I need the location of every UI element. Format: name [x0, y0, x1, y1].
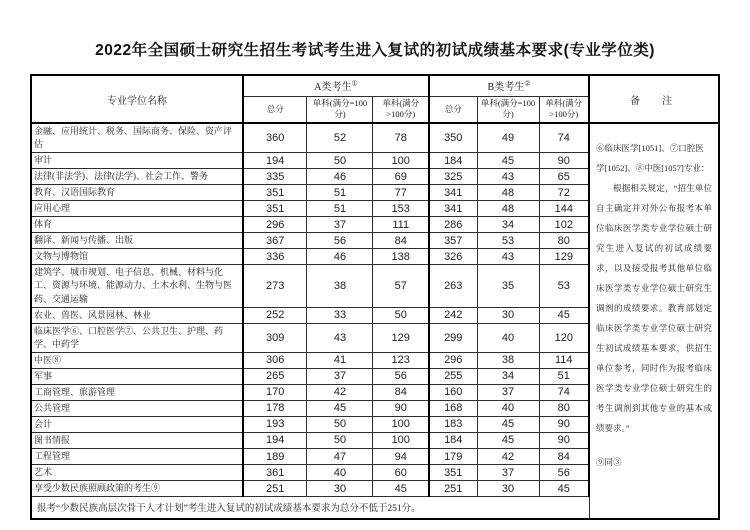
degree-name-cell: 金融、应用统计、税务、国际商务、保险、资产评估 — [31, 123, 243, 153]
score-cell: 138 — [373, 249, 429, 265]
score-cell: 123 — [373, 352, 429, 368]
score-cell: 360 — [243, 123, 307, 153]
score-cell: 45 — [477, 432, 539, 448]
degree-name-cell: 艺术 — [31, 465, 243, 481]
header-a-total: 总分 — [243, 96, 307, 123]
score-cell: 51 — [307, 185, 373, 201]
score-cell: 273 — [243, 265, 307, 307]
score-cell: 34 — [477, 368, 539, 384]
score-cell: 45 — [307, 400, 373, 416]
score-cell: 48 — [477, 201, 539, 217]
score-cell: 50 — [307, 153, 373, 169]
score-cell: 45 — [373, 481, 429, 497]
score-cell: 60 — [373, 465, 429, 481]
score-cell: 37 — [307, 217, 373, 233]
remark-intro: ⑥临床医学[1051]、⑦口腔医学[1052]、⑧中医[1057]专业： — [596, 143, 710, 173]
degree-name-cell: 翻译、新闻与传播、出版 — [31, 233, 243, 249]
score-cell: 56 — [539, 465, 589, 481]
degree-name-cell: 农业、兽医、风景园林、林业 — [31, 307, 243, 323]
score-cell: 34 — [477, 217, 539, 233]
score-cell: 56 — [373, 368, 429, 384]
score-cell: 47 — [307, 448, 373, 464]
score-cell: 160 — [429, 384, 477, 400]
score-cell: 52 — [307, 123, 373, 153]
score-cell: 53 — [477, 233, 539, 249]
score-cell: 357 — [429, 233, 477, 249]
degree-name-cell: 会计 — [31, 416, 243, 432]
score-cell: 30 — [477, 307, 539, 323]
score-cell: 144 — [539, 201, 589, 217]
score-cell: 53 — [539, 265, 589, 307]
score-cell: 35 — [477, 265, 539, 307]
score-cell: 43 — [477, 249, 539, 265]
score-cell: 351 — [429, 465, 477, 481]
score-cell: 40 — [477, 400, 539, 416]
remark-content — [589, 123, 719, 519]
score-cell: 45 — [477, 416, 539, 432]
score-cell: 168 — [429, 400, 477, 416]
score-cell: 50 — [373, 307, 429, 323]
score-cell: 72 — [539, 185, 589, 201]
score-cell: 90 — [539, 432, 589, 448]
score-cell: 38 — [307, 265, 373, 307]
score-cell: 50 — [307, 432, 373, 448]
score-cell: 37 — [307, 368, 373, 384]
score-cell: 46 — [307, 169, 373, 185]
degree-name-cell: 工商管理、旅游管理 — [31, 384, 243, 400]
score-cell: 326 — [429, 249, 477, 265]
score-cell: 341 — [429, 185, 477, 201]
header-a-single-gt100: 单科(满分>100分) — [373, 96, 429, 123]
score-cell: 102 — [539, 217, 589, 233]
score-cell: 129 — [539, 249, 589, 265]
score-cell: 84 — [373, 233, 429, 249]
header-group-b — [429, 75, 589, 96]
header-a-single-eq100: 单科(满分=100分) — [307, 96, 373, 123]
header-group-b-note: ② — [524, 79, 531, 88]
degree-name-cell: 教育、汉语国际教育 — [31, 185, 243, 201]
footnote-cell: 报考“少数民族高层次骨干人才计划”考生进入复试的初试成绩基本要求为总分不低于251分。 — [31, 497, 589, 519]
score-cell: 306 — [243, 352, 307, 368]
table-body — [31, 123, 719, 519]
score-cell: 184 — [429, 153, 477, 169]
score-cell: 45 — [539, 307, 589, 323]
page-title: 2022年全国硕士研究生招生考试考生进入复试的初试成绩基本要求(专业学位类) — [95, 42, 655, 59]
score-cell: 38 — [477, 352, 539, 368]
score-cell: 114 — [539, 352, 589, 368]
header-b-single-eq100: 单科(满分=100分) — [477, 96, 539, 123]
score-cell: 341 — [429, 201, 477, 217]
score-cell: 296 — [429, 352, 477, 368]
score-cell: 42 — [307, 384, 373, 400]
score-cell: 42 — [477, 448, 539, 464]
score-cell: 65 — [539, 169, 589, 185]
score-cell: 90 — [373, 400, 429, 416]
score-cell: 56 — [307, 233, 373, 249]
score-cell: 179 — [429, 448, 477, 464]
score-cell: 189 — [243, 448, 307, 464]
score-cell: 46 — [307, 249, 373, 265]
score-cell: 90 — [539, 153, 589, 169]
degree-name-cell: 图书情报 — [31, 432, 243, 448]
score-cell: 100 — [373, 416, 429, 432]
score-cell: 309 — [243, 323, 307, 352]
score-cell: 40 — [307, 465, 373, 481]
score-cell: 299 — [429, 323, 477, 352]
score-cell: 194 — [243, 432, 307, 448]
header-degree-name: 专业学位名称 — [31, 75, 243, 123]
score-cell: 74 — [539, 123, 589, 153]
header-b-single-gt100: 单科(满分>100分) — [539, 96, 589, 123]
score-cell: 30 — [477, 481, 539, 497]
score-cell: 361 — [243, 465, 307, 481]
score-cell: 111 — [373, 217, 429, 233]
score-cell: 49 — [477, 123, 539, 153]
score-cell: 153 — [373, 201, 429, 217]
score-cell: 43 — [477, 169, 539, 185]
score-cell: 194 — [243, 153, 307, 169]
score-cell: 350 — [429, 123, 477, 153]
degree-name-cell: 建筑学、城市规划、电子信息、机械、材料与化工、资源与环境、能源动力、土木水利、生物与医药、交通运输 — [31, 265, 243, 307]
score-cell: 255 — [429, 368, 477, 384]
remark-last-note: ⑨同③ — [596, 457, 622, 467]
degree-name-cell: 文物与博物馆 — [31, 249, 243, 265]
header-b-total: 总分 — [429, 96, 477, 123]
score-cell: 129 — [373, 323, 429, 352]
table-header — [31, 75, 719, 123]
header-group-a-label: A类考生 — [314, 82, 352, 94]
score-cell: 100 — [373, 153, 429, 169]
degree-name-cell: 军事 — [31, 368, 243, 384]
score-cell: 286 — [429, 217, 477, 233]
score-cell: 252 — [243, 307, 307, 323]
score-cell: 45 — [477, 153, 539, 169]
score-cell: 296 — [243, 217, 307, 233]
degree-name-cell: 中医⑧ — [31, 352, 243, 368]
score-cell: 78 — [373, 123, 429, 153]
score-cell: 48 — [477, 185, 539, 201]
degree-name-cell: 享受少数民族照顾政策的考生⑨ — [31, 481, 243, 497]
score-cell: 184 — [429, 432, 477, 448]
table-row — [31, 123, 719, 153]
score-cell: 50 — [307, 416, 373, 432]
score-cell: 178 — [243, 400, 307, 416]
score-cell: 80 — [539, 400, 589, 416]
score-cell: 90 — [539, 416, 589, 432]
score-cell: 120 — [539, 323, 589, 352]
score-cell: 242 — [429, 307, 477, 323]
degree-name-cell: 体育 — [31, 217, 243, 233]
score-cell: 51 — [539, 368, 589, 384]
score-requirements-table — [30, 74, 720, 520]
score-cell: 170 — [243, 384, 307, 400]
score-cell: 37 — [477, 384, 539, 400]
score-cell: 77 — [373, 185, 429, 201]
degree-name-cell: 临床医学⑥、口腔医学⑦、公共卫生、护理、药学、中药学 — [31, 323, 243, 352]
score-cell: 43 — [307, 323, 373, 352]
score-cell: 37 — [477, 465, 539, 481]
score-cell: 183 — [429, 416, 477, 432]
score-cell: 335 — [243, 169, 307, 185]
score-cell: 80 — [539, 233, 589, 249]
score-cell: 336 — [243, 249, 307, 265]
degree-name-cell: 法律(非法学)、法律(法学)、社会工作、警务 — [31, 169, 243, 185]
score-cell: 263 — [429, 265, 477, 307]
score-cell: 84 — [373, 384, 429, 400]
header-remark: 备 注 — [589, 75, 719, 123]
remark-body: 根据相关规定，“招生单位自主确定并对外公布报考本单位临床医学类专业学位硕士研究生进入复试的初试成绩要求，以及接受报考其他单位临床医学类专业学位硕士研究生调剂的成绩要求。教育部划定临床医学类专业学位硕士研究生初试成绩基本要求，供招生单位参考，同时作为报考临床医学类专业学位硕士研究生的考生调剂到其他专业的基本成绩要求。” — [596, 183, 713, 433]
score-cell: 57 — [373, 265, 429, 307]
score-cell: 351 — [243, 201, 307, 217]
degree-name-cell: 审计 — [31, 153, 243, 169]
score-cell: 251 — [243, 481, 307, 497]
degree-name-cell: 工程管理 — [31, 448, 243, 464]
score-cell: 33 — [307, 307, 373, 323]
header-group-a — [243, 75, 429, 96]
score-cell: 193 — [243, 416, 307, 432]
score-cell: 69 — [373, 169, 429, 185]
header-group-b-label: B类考生 — [487, 82, 525, 94]
score-cell: 94 — [373, 448, 429, 464]
score-cell: 265 — [243, 368, 307, 384]
score-cell: 30 — [307, 481, 373, 497]
degree-name-cell: 应用心理 — [31, 201, 243, 217]
score-cell: 100 — [373, 432, 429, 448]
degree-name-cell: 公共管理 — [31, 400, 243, 416]
header-group-a-note: ① — [351, 79, 358, 88]
score-cell: 45 — [539, 481, 589, 497]
score-cell: 351 — [243, 185, 307, 201]
score-cell: 367 — [243, 233, 307, 249]
score-cell: 40 — [477, 323, 539, 352]
score-cell: 325 — [429, 169, 477, 185]
score-cell: 51 — [307, 201, 373, 217]
score-cell: 41 — [307, 352, 373, 368]
score-cell: 84 — [539, 448, 589, 464]
score-cell: 251 — [429, 481, 477, 497]
score-cell: 74 — [539, 384, 589, 400]
